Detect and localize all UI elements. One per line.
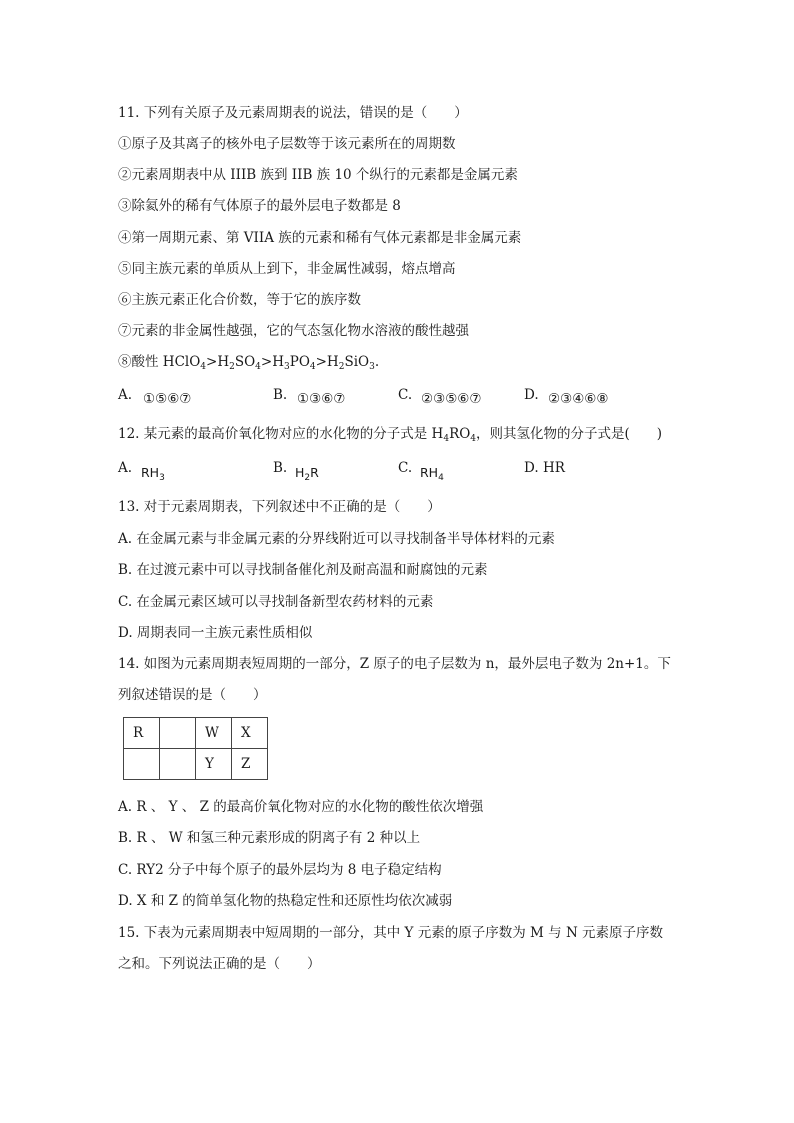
q13-option-b[interactable]: B. 在过渡元素中可以寻找制备催化剂及耐高温和耐腐蚀的元素 xyxy=(118,562,488,578)
option-letter: C. xyxy=(398,387,413,403)
option-letter: C. xyxy=(398,460,413,476)
q12-option-b-value xyxy=(295,464,319,487)
periodic-table-fragment xyxy=(123,717,268,780)
q11-item-1: ①原子及其离子的核外电子层数等于该元素所在的周期数 xyxy=(118,136,456,152)
q13-option-c[interactable]: C. 在金属元素区域可以寻找制备新型农药材料的元素 xyxy=(118,594,434,610)
q11-option-b-value: ①③⑥⑦ xyxy=(297,391,346,407)
q11-item-6: ⑥主族元素正化合价数，等于它的族序数 xyxy=(118,292,361,308)
q13-option-d[interactable]: D. 周期表同一主族元素性质相似 xyxy=(118,625,313,641)
formula: H xyxy=(295,465,305,480)
option-letter: B. xyxy=(273,460,288,476)
subscript: 4 xyxy=(200,362,207,372)
subscript: 2 xyxy=(304,473,311,483)
q14-option-c[interactable]: C. RY2 分子中每个原子的最外层均为 8 电子稳定结构 xyxy=(118,862,442,878)
q14-option-b[interactable]: B. R 、 W 和氢三种元素形成的阴离子有 2 种以上 xyxy=(118,830,421,846)
q11-item-8-text: SiO xyxy=(344,354,370,370)
subscript: 2 xyxy=(229,362,235,372)
q11-item-5: ⑤同主族元素的单质从上到下，非金属性减弱，熔点增高 xyxy=(118,261,456,277)
q11-item-8-text: PO xyxy=(289,354,310,370)
q11-item-8-text: >H xyxy=(260,354,284,370)
q12-option-c[interactable] xyxy=(398,459,412,477)
subscript: 4 xyxy=(470,434,477,444)
q11-option-a[interactable] xyxy=(118,386,132,404)
table-cell xyxy=(160,718,196,749)
q12-stem xyxy=(118,425,662,448)
subscript: 4 xyxy=(255,362,261,372)
q11-item-4: ④第一周期元素、第 VIIA 族的元素和稀有气体元素都是非金属元素 xyxy=(118,230,522,246)
option-letter: A. xyxy=(118,460,133,476)
subscript: 4 xyxy=(309,362,316,372)
q12-stem-text: ，则其氢化物的分子式是( ) xyxy=(476,426,663,442)
subscript: 2 xyxy=(338,362,345,372)
q11-option-d-value: ②③④⑥⑧ xyxy=(548,391,609,407)
q14-stem-line1: 14. 如图为元素周期表短周期的一部分，Z 原子的电子层数为 n，最外层电子数为 2n+1。下 xyxy=(118,656,671,672)
q11-item-8-text: ⑧酸性 HClO xyxy=(118,354,201,370)
q11-item-8 xyxy=(118,353,379,376)
q11-item-8-text: . xyxy=(374,354,380,370)
q11-item-8-text: >H xyxy=(315,354,339,370)
q11-option-c[interactable] xyxy=(398,386,412,404)
q11-option-d[interactable] xyxy=(524,386,539,404)
q11-option-a-value: ①⑤⑥⑦ xyxy=(143,391,192,407)
q12-option-a-value xyxy=(141,464,165,487)
q11-item-8-text: SO xyxy=(234,354,256,370)
q13-option-a[interactable]: A. 在金属元素与非金属元素的分界线附近可以寻找制备半导体材料的元素 xyxy=(118,531,555,547)
q11-option-b[interactable] xyxy=(273,386,287,404)
q12-option-b[interactable] xyxy=(273,459,287,477)
table-cell: X xyxy=(232,718,268,749)
subscript: 3 xyxy=(369,362,375,372)
table-row xyxy=(124,718,268,749)
table-cell: Y xyxy=(196,749,232,780)
q14-option-a[interactable]: A. R 、 Y 、 Z 的最高价氧化物对应的水化物的酸性依次增强 xyxy=(118,799,484,815)
subscript: 4 xyxy=(438,473,444,483)
table-row xyxy=(124,749,268,780)
q15-stem-line1: 15. 下表为元素周期表中短周期的一部分，其中 Y 元素的原子序数为 M 与 N 元素原子序数 xyxy=(118,925,664,941)
q12-stem-text: 12. 某元素的最高价氧化物对应的水化物的分子式是 H xyxy=(118,426,444,442)
q11-item-7: ⑦元素的非金属性越强，它的气态氢化物水溶液的酸性越强 xyxy=(118,323,469,339)
table-cell: W xyxy=(196,718,232,749)
q15-stem-line2: 之和。下列说法正确的是（ ） xyxy=(118,956,321,972)
q11-stem: 11. 下列有关原子及元素周期表的说法，错误的是（ ） xyxy=(118,105,468,121)
q14-stem-line2: 列叙述错误的是（ ） xyxy=(118,687,267,703)
subscript: 4 xyxy=(443,434,450,444)
option-letter: D. xyxy=(524,387,539,403)
q11-item-8-text: >H xyxy=(206,354,230,370)
q11-option-c-value: ②③⑤⑥⑦ xyxy=(421,391,482,407)
q13-stem: 13. 对于元素周期表，下列叙述中不正确的是（ ） xyxy=(118,499,441,515)
option-letter: D. xyxy=(524,460,539,476)
q11-item-2: ②元素周期表中从 IIIB 族到 IIB 族 10 个纵行的元素都是金属元素 xyxy=(118,167,518,183)
q11-item-3: ③除氦外的稀有气体原子的最外层电子数都是 8 xyxy=(118,198,401,214)
table-cell: Z xyxy=(232,749,268,780)
formula: R xyxy=(310,465,319,480)
formula: HR xyxy=(542,460,565,476)
q12-option-d[interactable] xyxy=(524,459,565,477)
q12-stem-text: RO xyxy=(449,426,471,442)
option-letter: A. xyxy=(118,387,133,403)
table-cell: R xyxy=(124,718,160,749)
table-cell xyxy=(124,749,160,780)
table-cell xyxy=(160,749,196,780)
q14-option-d[interactable]: D. X 和 Z 的简单氢化物的热稳定性和还原性均依次减弱 xyxy=(118,893,453,909)
q12-option-a[interactable] xyxy=(118,459,132,477)
formula: RH xyxy=(420,465,439,480)
subscript: 3 xyxy=(284,362,290,372)
subscript: 3 xyxy=(159,473,165,483)
q12-option-c-value xyxy=(420,464,444,487)
option-letter: B. xyxy=(273,387,288,403)
formula: RH xyxy=(141,465,160,480)
